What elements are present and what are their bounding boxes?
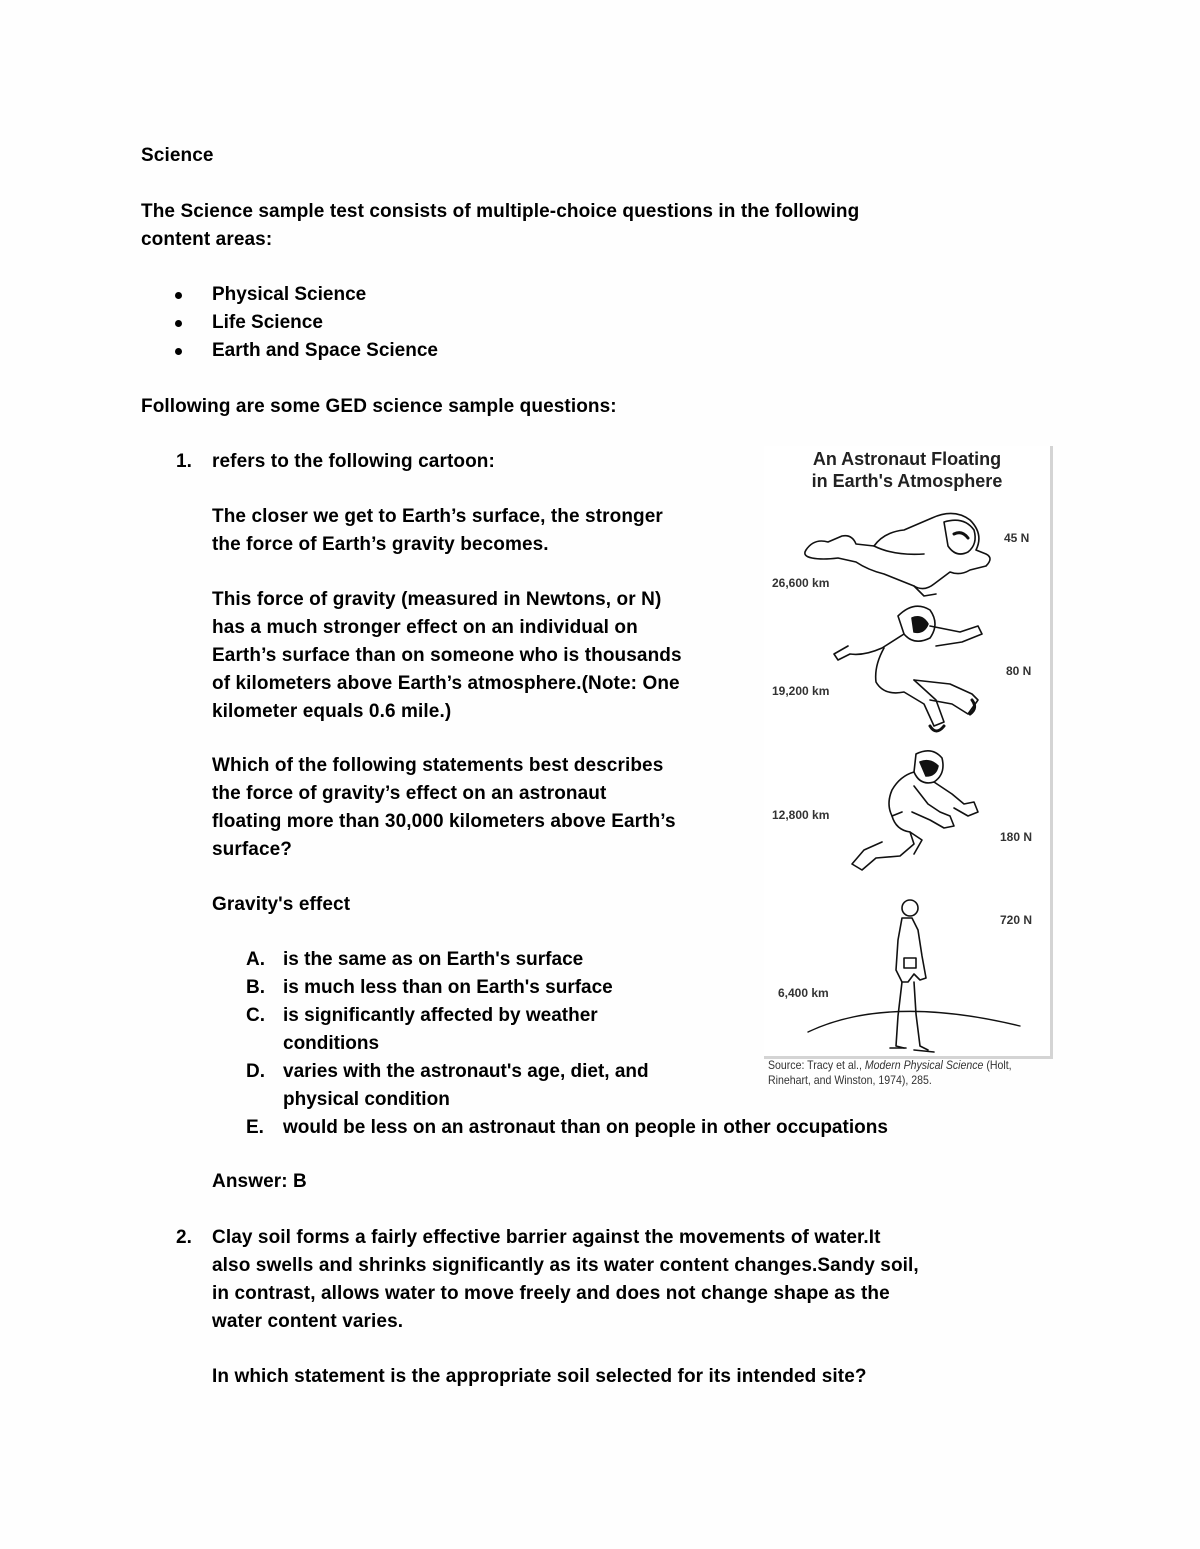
question-paragraph bbox=[212, 1224, 919, 1336]
paragraph-line: of kilometers above Earth’s atmosphere.(Note: One bbox=[212, 673, 680, 694]
option-text: varies with the astronaut's age, diet, and bbox=[283, 1061, 649, 1082]
question-paragraph bbox=[212, 586, 682, 726]
option-letter: C. bbox=[246, 1005, 265, 1026]
figure-title-line: in Earth's Atmosphere bbox=[811, 471, 1003, 491]
astronaut-3-icon bbox=[852, 751, 978, 870]
bullet-icon bbox=[175, 348, 182, 355]
option-text: physical condition bbox=[283, 1089, 450, 1110]
question-prompt: In which statement is the appropriate soil selected for its intended site? bbox=[212, 1366, 867, 1387]
list-item bbox=[141, 337, 438, 365]
astronaut-figure bbox=[764, 446, 1053, 1059]
distance-label: 12,800 km bbox=[772, 808, 830, 822]
earth-surface-icon bbox=[808, 1011, 1020, 1032]
option-text: is the same as on Earth's surface bbox=[283, 949, 584, 970]
option-text: is significantly affected by weather bbox=[283, 1005, 598, 1026]
option-text: would be less on an astronaut than on people in other occupations bbox=[283, 1117, 888, 1138]
list-item-label: Life Science bbox=[212, 312, 323, 333]
option-letter: B. bbox=[246, 977, 265, 998]
source-prefix: Source: Tracy et al., bbox=[768, 1058, 865, 1072]
option-letter: E. bbox=[246, 1117, 264, 1138]
distance-label: 26,600 km bbox=[772, 576, 830, 590]
question-number: 2. bbox=[176, 1227, 192, 1248]
paragraph-line: the force of gravity’s effect on an astronaut bbox=[212, 783, 607, 804]
force-label: 720 N bbox=[1000, 913, 1033, 927]
questions-heading: Following are some GED science sample questions: bbox=[141, 396, 617, 417]
force-label: 45 N bbox=[1004, 531, 1030, 545]
option-letter: A. bbox=[246, 949, 265, 970]
question-number: 1. bbox=[176, 451, 192, 472]
paragraph-line: the force of Earth’s gravity becomes. bbox=[212, 534, 549, 555]
answer-key: Answer: B bbox=[212, 1171, 307, 1192]
list-item-label: Earth and Space Science bbox=[212, 340, 438, 361]
source-suffix: (Holt, bbox=[983, 1058, 1012, 1072]
intro-paragraph bbox=[141, 198, 859, 254]
paragraph-line: kilometer equals 0.6 mile.) bbox=[212, 701, 452, 722]
source-line bbox=[768, 1058, 1032, 1073]
section-title: Science bbox=[141, 145, 214, 166]
bullet-icon bbox=[175, 320, 182, 327]
walking-man-icon bbox=[890, 900, 934, 1052]
source-line: Rinehart, and Winston, 1974), 285. bbox=[768, 1073, 932, 1087]
question-lead: refers to the following cartoon: bbox=[212, 451, 495, 472]
paragraph-line: also swells and shrinks significantly as its water content changes.Sandy soil, bbox=[212, 1255, 919, 1276]
astronaut-1-icon bbox=[805, 513, 990, 596]
distance-label: 19,200 km bbox=[772, 684, 830, 698]
paragraph-line: surface? bbox=[212, 839, 293, 860]
source-book-title: Modern Physical Science bbox=[864, 1058, 984, 1072]
intro-line: content areas: bbox=[141, 229, 273, 250]
list-item bbox=[141, 281, 438, 309]
paragraph-line: Earth’s surface than on someone who is thousands bbox=[212, 645, 682, 666]
force-label: 80 N bbox=[1006, 664, 1032, 678]
distance-label: 6,400 km bbox=[778, 986, 829, 1000]
question-stem: Gravity's effect bbox=[212, 894, 351, 915]
paragraph-line: Clay soil forms a fairly effective barrier against the movements of water.It bbox=[212, 1227, 881, 1248]
content-areas-list bbox=[141, 281, 438, 365]
paragraph-line: has a much stronger effect on an individual on bbox=[212, 617, 638, 638]
figure-title-line: An Astronaut Floating bbox=[812, 449, 1002, 469]
list-item bbox=[141, 309, 438, 337]
option-letter: D. bbox=[246, 1061, 265, 1082]
force-label: 180 N bbox=[1000, 830, 1033, 844]
list-item-label: Physical Science bbox=[212, 284, 367, 305]
option-text: conditions bbox=[283, 1033, 380, 1054]
question-prompt bbox=[212, 752, 676, 864]
intro-line: The Science sample test consists of multiple-choice questions in the following bbox=[141, 201, 860, 222]
question-paragraph bbox=[212, 503, 663, 559]
paragraph-line: Which of the following statements best describes bbox=[212, 755, 664, 776]
option-e bbox=[246, 1114, 888, 1142]
astronaut-2-icon bbox=[834, 606, 982, 731]
paragraph-line: The closer we get to Earth’s surface, the stronger bbox=[212, 506, 663, 527]
option-text: is much less than on Earth's surface bbox=[283, 977, 613, 998]
paragraph-line: water content varies. bbox=[212, 1311, 404, 1332]
paragraph-line: floating more than 30,000 kilometers above Earth’s bbox=[212, 811, 676, 832]
bullet-icon bbox=[175, 292, 182, 299]
figure-source-caption bbox=[768, 1058, 1032, 1088]
paragraph-line: This force of gravity (measured in Newtons, or N) bbox=[212, 589, 662, 610]
paragraph-line: in contrast, allows water to move freely and does not change shape as the bbox=[212, 1283, 890, 1304]
